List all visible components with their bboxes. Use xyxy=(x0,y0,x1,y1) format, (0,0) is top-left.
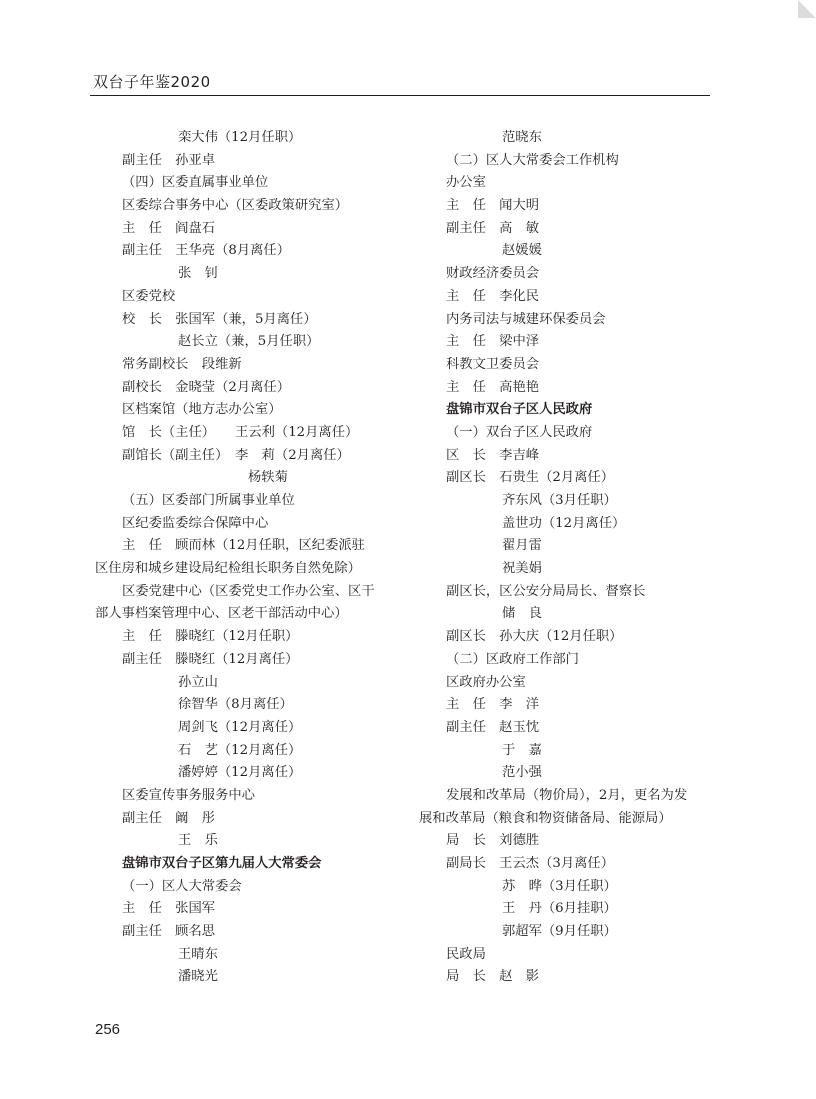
text-line: 办公室 xyxy=(446,175,486,191)
text-line: 赵媛媛 xyxy=(502,243,542,259)
text-line: 祝美娟 xyxy=(502,561,542,577)
text-line: 副主任 滕晓红（12月离任） xyxy=(122,651,299,667)
text-line: 主 任 张国军 xyxy=(122,901,216,917)
text-line: 展和改革局（粮食和物资储备局、能源局） xyxy=(419,810,672,826)
text-line: （一）双台子区人民政府 xyxy=(446,424,593,440)
text-line: 区纪委监委综合保障中心 xyxy=(122,515,269,531)
text-line: 民政局 xyxy=(446,946,486,962)
text-line: 王晴东 xyxy=(178,946,218,962)
text-line: （五）区委部门所属事业单位 xyxy=(122,493,295,508)
text-line: 主 任 梁中泽 xyxy=(446,334,540,350)
text-line: 王 乐 xyxy=(178,833,218,849)
text-line: 储 良 xyxy=(502,606,542,622)
text-line: 副馆长（副主任） 李 莉（2月离任） xyxy=(122,447,350,463)
text-line: 区委党校 xyxy=(122,288,176,304)
text-line: 主 任 闻大明 xyxy=(446,198,540,214)
text-line: 主 任 滕晓红（12月任职） xyxy=(122,629,299,645)
text-line: 区档案馆（地方志办公室） xyxy=(122,402,282,418)
text-line: 郭超军（9月任职） xyxy=(502,924,617,940)
text-line: 副区长 孙大庆（12月任职） xyxy=(446,629,623,645)
text-line: 副主任 王华亮（8月离任） xyxy=(122,243,291,259)
text-line: 主 任 李化民 xyxy=(446,288,540,304)
section-heading: 盘锦市双台子区人民政府 xyxy=(446,402,593,418)
page-corner-fold xyxy=(798,0,816,18)
text-line: 石 艺（12月离任） xyxy=(178,742,302,758)
page-number: 256 xyxy=(95,1021,121,1038)
text-line: 副主任 赵玉忱 xyxy=(446,719,540,735)
text-line: 区委宣传事务服务中心 xyxy=(122,787,255,803)
text-line: 潘晓光 xyxy=(178,969,218,985)
text-line: 区政府办公室 xyxy=(446,674,526,690)
text-line: 潘婷婷（12月离任） xyxy=(178,765,302,781)
text-line: 区住房和城乡建设局纪检组长职务自然免除） xyxy=(95,561,361,577)
text-line: （二）区人大常委会工作机构 xyxy=(446,152,619,168)
text-line: 王 丹（6月挂职） xyxy=(502,901,617,917)
text-line: 区 长 李吉峰 xyxy=(446,447,540,463)
text-line: 科教文卫委员会 xyxy=(446,356,540,372)
header-rule xyxy=(90,95,710,96)
text-line: 副主任 孙亚卓 xyxy=(122,152,216,168)
text-line: 翟月雷 xyxy=(502,538,542,554)
text-line: 副区长 石贵生（2月离任） xyxy=(446,470,615,486)
text-line: 副局长 王云杰（3月离任） xyxy=(446,856,615,871)
left-column xyxy=(95,127,422,989)
text-line: 副主任 顾名思 xyxy=(122,924,216,940)
text-line: 发展和改革局（物价局），2月，更名为发 xyxy=(446,787,688,803)
text-line: （一）区人大常委会 xyxy=(122,878,242,894)
text-line: （二）区政府工作部门 xyxy=(446,651,579,667)
text-line: 副主任 高 敏 xyxy=(446,220,540,236)
text-line: 齐东风（3月任职） xyxy=(502,493,617,508)
text-line: 区委综合事务中心（区委政策研究室） xyxy=(122,198,349,214)
text-line: 常务副校长 段维新 xyxy=(122,356,242,372)
text-line: 杨轶菊 xyxy=(248,470,288,486)
text-line: 主 任 李 洋 xyxy=(446,697,540,713)
text-line: 主 任 高艳艳 xyxy=(446,379,540,395)
text-line: 范小强 xyxy=(502,765,542,781)
text-line: 范晓东 xyxy=(502,130,542,145)
section-heading: 盘锦市双台子区第九届人大常委会 xyxy=(122,856,322,871)
text-line: 局 长 刘德胜 xyxy=(446,833,540,849)
text-line: 副主任 阚 彤 xyxy=(122,810,216,826)
text-line: 于 嘉 xyxy=(502,742,542,758)
text-line: 主 任 阎盘石 xyxy=(122,220,216,236)
running-header-title: 双台子年鉴2020 xyxy=(93,73,211,91)
text-line: （四）区委直属事业单位 xyxy=(122,175,269,191)
text-line: 徐智华（8月离任） xyxy=(178,697,293,713)
text-line: 主 任 顾而林（12月任职，区纪委派驻 xyxy=(122,538,365,554)
text-line: 部人事档案管理中心、区老干部活动中心） xyxy=(95,606,348,622)
text-line: 局 长 赵 影 xyxy=(446,969,540,985)
text-line: 栾大伟（12月任职） xyxy=(178,130,302,145)
text-line: 盖世功（12月离任） xyxy=(502,515,626,531)
text-line: 区委党建中心（区委党史工作办公室、区干 xyxy=(122,583,375,599)
text-line: 馆 长（主任） 王云利（12月离任） xyxy=(122,424,359,440)
right-column xyxy=(419,127,746,989)
text-line: 孙立山 xyxy=(178,674,218,690)
text-line: 财政经济委员会 xyxy=(446,266,540,282)
text-line: 副区长，区公安分局局长、督察长 xyxy=(446,583,646,599)
text-line: 周剑飞（12月离任） xyxy=(178,719,302,735)
text-line: 赵长立（兼，5月任职） xyxy=(178,334,320,350)
text-line: 校 长 张国军（兼，5月离任） xyxy=(122,311,317,327)
text-line: 苏 晔（3月任职） xyxy=(502,878,617,894)
text-line: 内务司法与城建环保委员会 xyxy=(446,311,606,327)
text-line: 张 钊 xyxy=(178,266,218,282)
text-line: 副校长 金晓莹（2月离任） xyxy=(122,379,291,395)
